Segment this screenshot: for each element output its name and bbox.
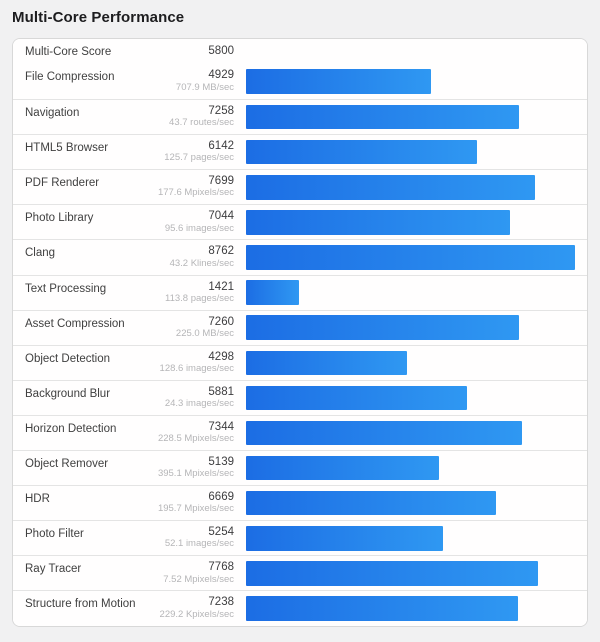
benchmark-card <box>12 38 588 627</box>
benchmark-rate: 225.0 MB/sec <box>175 327 234 339</box>
benchmark-label: Text Processing <box>25 282 107 295</box>
benchmark-bar-track <box>246 100 575 134</box>
benchmark-label: Asset Compression <box>25 317 125 330</box>
table-row <box>13 520 587 555</box>
score-bar <box>246 456 439 481</box>
benchmark-label: Horizon Detection <box>25 422 117 435</box>
score-bar <box>246 596 518 621</box>
benchmark-score: 8762 <box>208 245 234 258</box>
benchmark-score-column <box>164 521 234 555</box>
benchmark-score-column <box>157 416 234 450</box>
benchmark-score-column <box>169 100 234 134</box>
benchmark-bar-track <box>246 276 575 310</box>
summary-label: Multi-Core Score <box>25 45 112 58</box>
benchmark-bar-track <box>246 451 575 485</box>
benchmark-score: 4298 <box>208 350 234 363</box>
score-bar <box>246 140 477 165</box>
benchmark-score-column <box>159 346 234 380</box>
benchmark-score-column <box>157 451 234 485</box>
table-row <box>13 380 587 415</box>
benchmark-rate: 125.7 pages/sec <box>164 152 234 164</box>
table-row <box>13 134 587 169</box>
benchmark-rate: 195.7 Mpixels/sec <box>157 503 234 515</box>
benchmark-score-column <box>164 205 234 239</box>
table-row <box>13 310 587 345</box>
score-bar <box>246 315 519 340</box>
summary-score: 5800 <box>208 44 234 57</box>
score-bar <box>246 175 535 200</box>
score-bar <box>246 561 538 586</box>
benchmark-score: 7258 <box>208 105 234 118</box>
benchmark-label: Photo Library <box>25 212 94 225</box>
benchmark-score: 7238 <box>208 596 234 609</box>
benchmark-rate: 95.6 images/sec <box>164 222 234 234</box>
benchmark-bar-track <box>246 556 575 590</box>
score-bar <box>246 351 407 376</box>
score-bar <box>246 280 299 305</box>
table-row <box>13 99 587 134</box>
benchmark-score-column <box>164 135 234 169</box>
benchmark-score-column <box>157 170 234 204</box>
benchmark-score-column <box>159 591 234 625</box>
benchmark-score-column <box>169 240 234 274</box>
benchmark-score-column <box>157 486 234 520</box>
benchmark-label: Object Remover <box>25 458 109 471</box>
benchmark-bar-track <box>246 346 575 380</box>
benchmark-label: Photo Filter <box>25 528 84 541</box>
benchmark-bar-track <box>246 486 575 520</box>
benchmark-bar-track <box>246 416 575 450</box>
benchmark-bar-track <box>246 240 575 274</box>
benchmark-rate: 24.3 images/sec <box>164 398 234 410</box>
benchmark-rate: 177.6 Mpixels/sec <box>157 187 234 199</box>
benchmark-label: PDF Renderer <box>25 177 100 190</box>
benchmark-bar-track <box>246 64 575 99</box>
benchmark-rate: 395.1 Mpixels/sec <box>157 468 234 480</box>
table-row <box>13 345 587 380</box>
benchmark-score: 5881 <box>208 385 234 398</box>
benchmark-score-column <box>164 381 234 415</box>
benchmark-rate: 229.2 Kpixels/sec <box>159 608 234 620</box>
benchmark-score-column <box>175 311 234 345</box>
score-bar <box>246 69 431 94</box>
benchmark-score: 4929 <box>208 69 234 82</box>
score-bar <box>246 386 467 411</box>
benchmark-rate: 113.8 pages/sec <box>164 292 234 304</box>
score-bar <box>246 105 519 130</box>
benchmark-label: File Compression <box>25 71 115 83</box>
table-row <box>13 450 587 485</box>
table-row <box>13 590 587 625</box>
table-row <box>13 169 587 204</box>
table-row <box>13 485 587 520</box>
benchmark-label: HTML5 Browser <box>25 142 109 155</box>
score-bar <box>246 245 575 270</box>
benchmark-bar-track <box>246 381 575 415</box>
table-row <box>13 555 587 590</box>
benchmark-rate: 52.1 images/sec <box>164 538 234 550</box>
benchmark-list <box>13 64 587 626</box>
benchmark-label: Object Detection <box>25 352 111 365</box>
table-row <box>13 239 587 274</box>
benchmark-score: 7044 <box>208 210 234 223</box>
table-row <box>13 204 587 239</box>
benchmark-score-column <box>164 276 234 310</box>
benchmark-label: Navigation <box>25 107 80 120</box>
benchmark-score: 7260 <box>208 315 234 328</box>
benchmark-label: HDR <box>25 493 50 506</box>
score-bar <box>246 526 443 551</box>
score-bar <box>246 210 510 235</box>
benchmark-score: 7768 <box>208 561 234 574</box>
summary-score-column <box>175 45 234 58</box>
benchmark-bar-track <box>246 135 575 169</box>
benchmark-rate: 707.9 MB/sec <box>175 81 234 93</box>
benchmark-score-column <box>163 556 234 590</box>
benchmark-label: Clang <box>25 247 56 260</box>
score-bar <box>246 421 522 446</box>
benchmark-bar-track <box>246 170 575 204</box>
benchmark-score: 7344 <box>208 420 234 433</box>
benchmark-bar-track <box>246 205 575 239</box>
benchmark-score: 7699 <box>208 175 234 188</box>
page-title: Multi-Core Performance <box>12 9 185 26</box>
benchmark-label: Ray Tracer <box>25 563 82 576</box>
benchmark-score: 6669 <box>208 491 234 504</box>
benchmark-bar-track <box>246 521 575 555</box>
table-row <box>13 64 587 99</box>
benchmark-rate: 43.7 routes/sec <box>169 117 234 129</box>
benchmark-rate: 7.52 Mpixels/sec <box>163 573 234 585</box>
benchmark-rate: 128.6 images/sec <box>159 362 234 374</box>
benchmark-score-column <box>175 64 234 99</box>
benchmark-score: 6142 <box>208 140 234 153</box>
benchmark-score: 5254 <box>208 526 234 539</box>
benchmark-rate: 228.5 Mpixels/sec <box>157 433 234 445</box>
benchmark-label: Structure from Motion <box>25 598 136 611</box>
table-row <box>13 275 587 310</box>
benchmark-rate: 43.2 Klines/sec <box>169 257 234 269</box>
benchmark-score: 1421 <box>208 280 234 293</box>
summary-row <box>13 39 587 64</box>
table-row <box>13 415 587 450</box>
benchmark-bar-track <box>246 591 575 625</box>
benchmark-bar-track <box>246 311 575 345</box>
benchmark-label: Background Blur <box>25 387 111 400</box>
benchmark-score: 5139 <box>208 456 234 468</box>
score-bar <box>246 491 496 516</box>
